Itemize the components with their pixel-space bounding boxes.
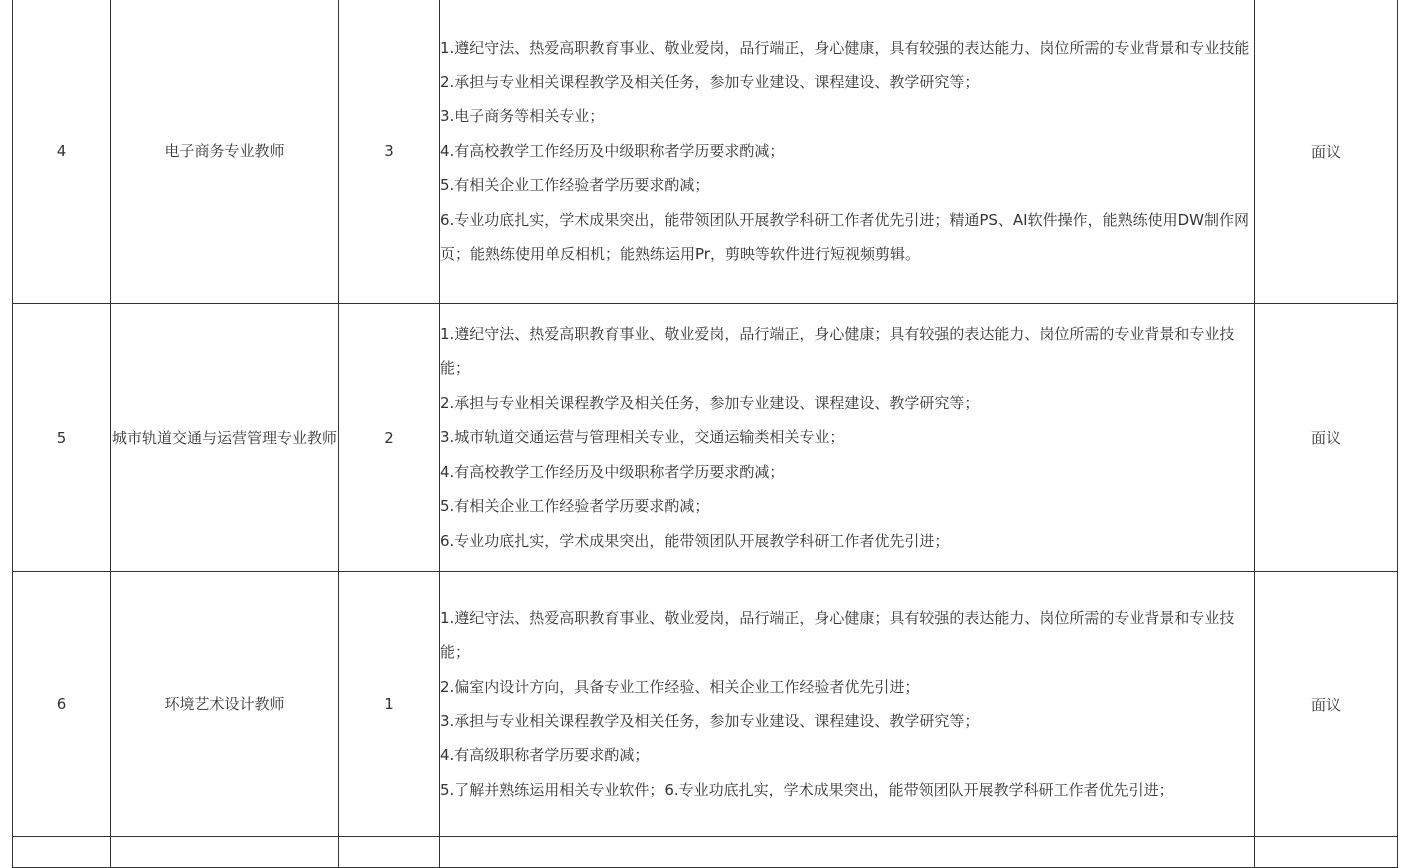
row-number: 5 [13, 304, 111, 572]
position-count: 1 [339, 572, 440, 837]
requirements-cell [440, 572, 1255, 837]
requirement-item: 1.遵纪守法、热爱高职教育事业、敬业爱岗，品行端正，身心健康；具有较强的表达能力、岗位所需的专业背景和专业技能； [440, 608, 1235, 662]
salary-cell: 面议 [1255, 304, 1398, 572]
empty-cell [1255, 837, 1398, 868]
empty-cell [339, 837, 440, 868]
requirement-item: 5.了解并熟练运用相关专业软件；6.专业功底扎实，学术成果突出，能带领团队开展教学科研工作者优先引进； [440, 780, 1174, 799]
requirement-item: 5.有相关企业工作经验者学历要求酌减； [440, 176, 710, 195]
table-row [13, 304, 1398, 572]
table-row [13, 0, 1398, 304]
requirement-item: 4.有高校教学工作经历及中级职称者学历要求酌减； [440, 462, 785, 481]
requirements-cell [440, 304, 1255, 572]
salary-cell: 面议 [1255, 572, 1398, 837]
requirement-item: 6.专业功底扎实，学术成果突出，能带领团队开展教学科研工作者优先引进； [440, 531, 950, 550]
requirement-item: 2.偏室内设计方向，具备专业工作经验、相关企业工作经验者优先引进； [440, 677, 920, 696]
requirement-item: 2.承担与专业相关课程教学及相关任务，参加专业建设、课程建设、教学研究等； [440, 72, 980, 91]
position-count: 2 [339, 304, 440, 572]
requirement-item: 3.承担与专业相关课程教学及相关任务，参加专业建设、课程建设、教学研究等； [440, 712, 980, 730]
job-table [12, 0, 1398, 868]
position-title: 电子商务专业教师 [111, 0, 339, 304]
empty-cell [13, 837, 111, 868]
table-row-partial [13, 837, 1398, 868]
table-row [13, 572, 1398, 837]
requirements-cell [440, 0, 1255, 304]
empty-cell [111, 837, 339, 868]
requirement-item: 3.电子商务等相关专业； [440, 107, 605, 126]
empty-cell [440, 837, 1255, 868]
requirement-item: 4.有高校教学工作经历及中级职称者学历要求酌减； [440, 141, 785, 160]
position-count: 3 [339, 0, 440, 304]
position-title: 城市轨道交通与运营管理专业教师 [111, 304, 339, 572]
requirement-item: 5.有相关企业工作经验者学历要求酌减； [440, 497, 710, 516]
requirement-item: 1.遵纪守法、热爱高职教育事业、敬业爱岗，品行端正，身心健康；具有较强的表达能力、岗位所需的专业背景和专业技能； [440, 325, 1235, 378]
requirement-item: 6.专业功底扎实，学术成果突出，能带领团队开展教学科研工作者优先引进；精通PS、AI软件操作，能熟练使用DW制作网页；能熟练使用单反相机；能熟练运用Pr，剪映等软件进行短视频剪辑。 [440, 210, 1249, 264]
position-title: 环境艺术设计教师 [111, 572, 339, 837]
row-number: 4 [13, 0, 111, 304]
requirement-item: 2.承担与专业相关课程教学及相关任务，参加专业建设、课程建设、教学研究等； [440, 393, 980, 412]
requirement-item: 4.有高级职称者学历要求酌减； [440, 746, 650, 765]
row-number: 6 [13, 572, 111, 837]
requirement-item: 3.城市轨道交通运营与管理相关专业，交通运输类相关专业； [440, 428, 845, 447]
salary-cell: 面议 [1255, 0, 1398, 304]
requirement-item: 1.遵纪守法、热爱高职教育事业、敬业爱岗，品行端正，身心健康，具有较强的表达能力、岗位所需的专业背景和专业技能 [440, 38, 1250, 57]
